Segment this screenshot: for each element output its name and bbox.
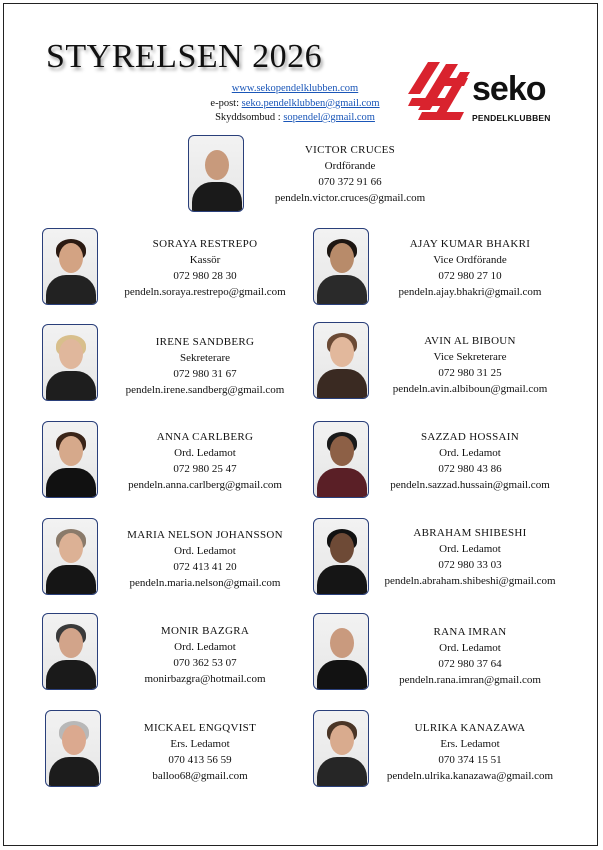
member-phone: 072 413 41 20 xyxy=(173,561,237,573)
member-photo xyxy=(313,322,369,399)
member-email: pendeln.soraya.restrepo@gmail.com xyxy=(124,286,286,298)
member-info xyxy=(105,527,305,591)
member-role: Vice Ordförande xyxy=(433,254,507,266)
member-photo xyxy=(188,135,244,212)
member-phone: 072 980 33 03 xyxy=(438,559,502,571)
member-email: pendeln.avin.albiboun@gmail.com xyxy=(392,383,548,395)
member-phone: 070 362 53 07 xyxy=(173,657,237,669)
member-info xyxy=(370,525,570,589)
logo-wordmark: seko xyxy=(472,70,546,108)
member-role: Ord. Ledamot xyxy=(439,447,501,459)
member-phone: 072 980 27 10 xyxy=(438,270,502,282)
member-info xyxy=(105,334,305,398)
member-name: MICKAEL ENGQVIST xyxy=(143,722,257,734)
logo-subtitle: PENDELKLUBBEN xyxy=(472,113,551,123)
member-info xyxy=(370,429,570,493)
member-role: Sekreterare xyxy=(179,352,231,364)
member-info xyxy=(370,624,570,688)
email-label: e-post: xyxy=(210,97,242,109)
member-photo xyxy=(45,710,101,787)
member-email: pendeln.ajay.bhakri@gmail.com xyxy=(398,286,542,298)
member-role: Ers. Ledamot xyxy=(440,738,500,750)
member-role: Ord. Ledamot xyxy=(174,641,236,653)
member-email: pendeln.ulrika.kanazawa@gmail.com xyxy=(386,770,554,782)
seko-logo-icon xyxy=(408,60,472,132)
member-name: RANA IMRAN xyxy=(433,626,507,638)
member-name: AJAY KUMAR BHAKRI xyxy=(409,238,531,250)
safety-email-link[interactable]: sopendel@gmail.com xyxy=(283,112,375,123)
member-email: monirbazgra@hotmail.com xyxy=(144,673,266,685)
member-role: Ord. Ledamot xyxy=(174,447,236,459)
member-info xyxy=(370,720,570,784)
safety-label: Skyddsombud : xyxy=(215,112,284,123)
member-info xyxy=(100,720,300,784)
member-phone: 072 980 37 64 xyxy=(438,658,502,670)
member-name: ULRIKA KANAZAWA xyxy=(414,722,526,734)
member-info xyxy=(105,623,305,687)
member-role: Ord. Ledamot xyxy=(174,545,236,557)
member-info xyxy=(370,236,570,300)
member-info xyxy=(250,142,450,206)
member-name: AVIN AL BIBOUN xyxy=(424,335,516,347)
member-photo xyxy=(313,421,369,498)
member-phone: 072 980 43 86 xyxy=(438,463,502,475)
seko-logo xyxy=(408,60,558,132)
member-info xyxy=(105,236,305,300)
member-email: pendeln.sazzad.hussain@gmail.com xyxy=(390,479,550,491)
member-phone: 070 413 56 59 xyxy=(168,754,232,766)
member-photo xyxy=(313,710,369,787)
member-email: pendeln.anna.carlberg@gmail.com xyxy=(128,479,282,491)
member-email: pendeln.irene.sandberg@gmail.com xyxy=(125,384,285,396)
website-link[interactable]: www.sekopendelklubben.com xyxy=(231,83,359,94)
member-phone: 072 980 31 25 xyxy=(438,367,502,379)
member-role: Ordförande xyxy=(324,160,376,172)
member-name: MONIR BAZGRA xyxy=(160,625,250,637)
member-role: Ord. Ledamot xyxy=(439,642,501,654)
member-role: Ers. Ledamot xyxy=(170,738,230,750)
member-email: pendeln.abraham.shibeshi@gmail.com xyxy=(384,575,556,587)
member-role: Vice Sekreterare xyxy=(433,351,507,363)
member-name: ANNA CARLBERG xyxy=(156,431,254,443)
member-email: pendeln.victor.cruces@gmail.com xyxy=(274,192,426,204)
member-phone: 070 372 91 66 xyxy=(318,176,382,188)
member-name: SORAYA RESTREPO xyxy=(152,238,258,250)
member-photo xyxy=(42,421,98,498)
member-phone: 072 980 28 30 xyxy=(173,270,237,282)
member-photo xyxy=(42,228,98,305)
member-photo xyxy=(42,518,98,595)
member-name: VICTOR CRUCES xyxy=(304,144,396,156)
member-photo xyxy=(42,324,98,401)
member-email: pendeln.rana.imran@gmail.com xyxy=(399,674,541,686)
member-name: ABRAHAM SHIBESHI xyxy=(413,527,527,539)
member-info xyxy=(370,333,570,397)
member-phone: 072 980 31 67 xyxy=(173,368,237,380)
member-photo xyxy=(42,613,98,690)
member-photo xyxy=(313,613,369,690)
member-name: MARIA NELSON JOHANSSON xyxy=(127,529,283,541)
club-email-link[interactable]: seko.pendelklubben@gmail.com xyxy=(241,97,380,109)
member-info xyxy=(105,429,305,493)
member-role: Ord. Ledamot xyxy=(439,543,501,555)
member-photo xyxy=(313,518,369,595)
member-email: balloo68@gmail.com xyxy=(152,770,248,782)
member-role: Kassör xyxy=(189,254,221,266)
member-photo xyxy=(313,228,369,305)
member-phone: 072 980 25 47 xyxy=(173,463,237,475)
member-email: pendeln.maria.nelson@gmail.com xyxy=(129,577,281,589)
member-name: SAZZAD HOSSAIN xyxy=(420,431,519,443)
page-title: STYRELSEN 2026 xyxy=(46,38,323,75)
member-phone: 070 374 15 51 xyxy=(438,754,502,766)
member-name: IRENE SANDBERG xyxy=(155,336,255,348)
contact-block xyxy=(190,82,400,126)
